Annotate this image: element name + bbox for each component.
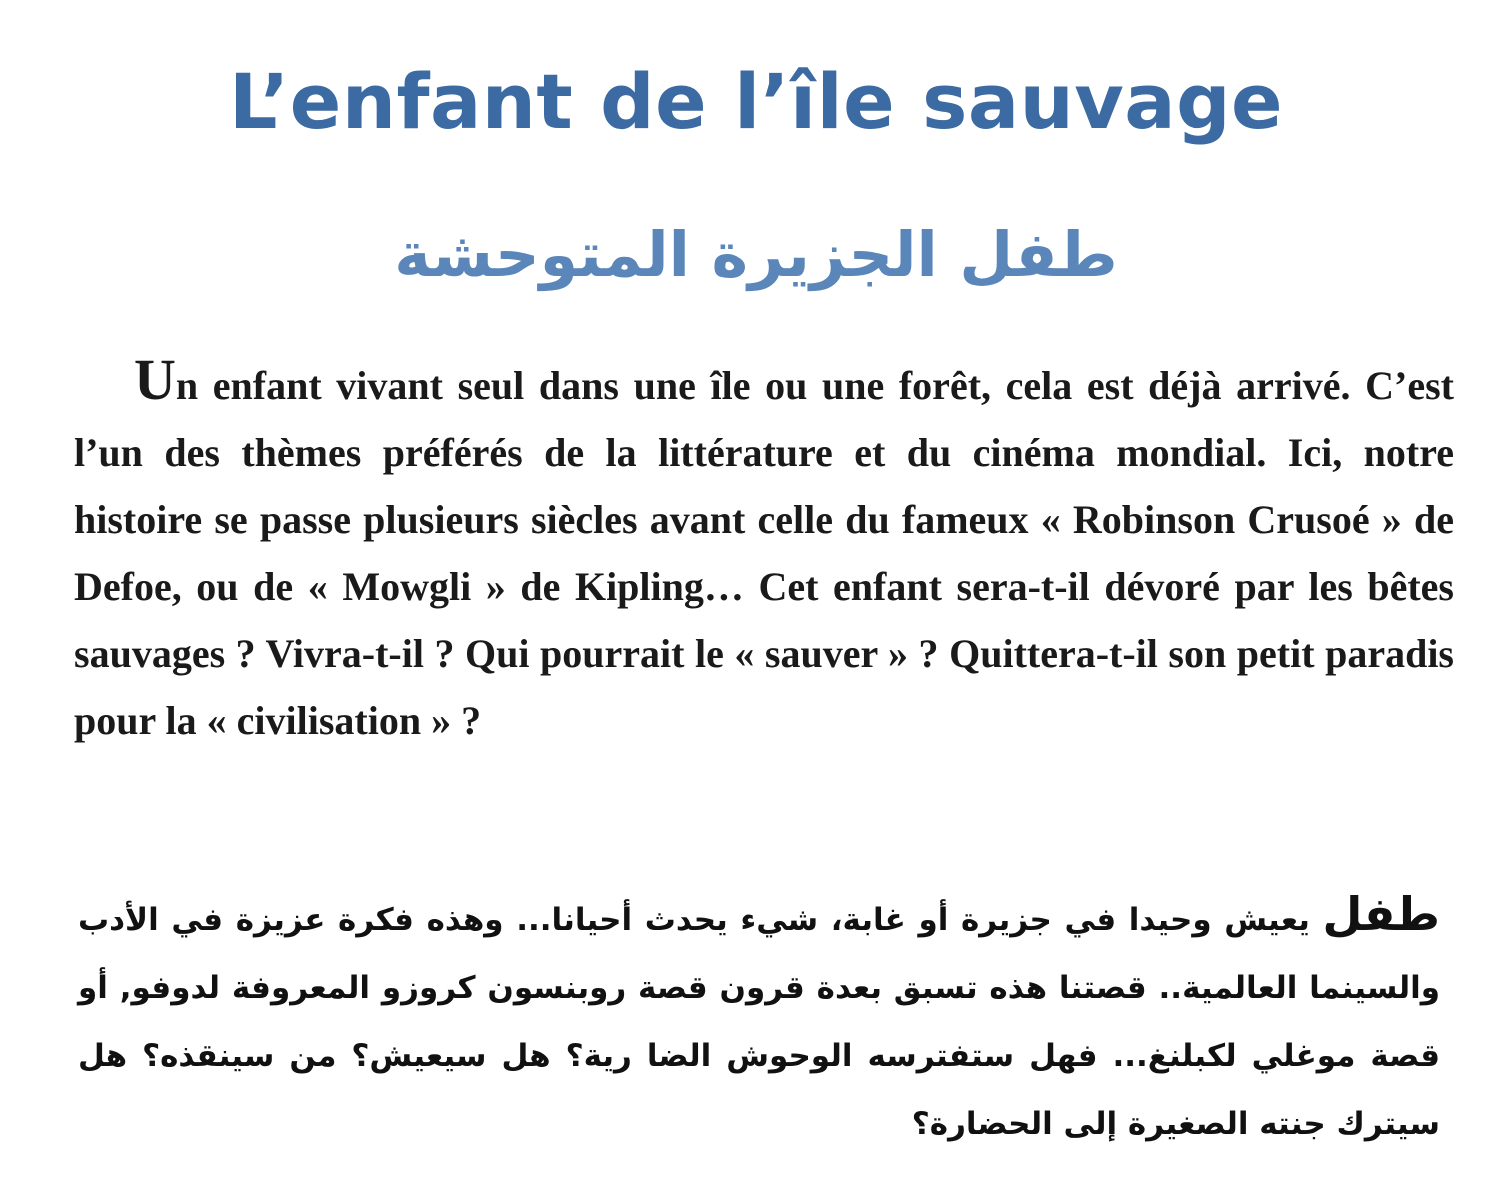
title-arabic: طفل الجزيرة المتوحشة	[394, 218, 1118, 291]
paragraph-french	[74, 347, 1454, 754]
paragraph-arabic	[78, 880, 1440, 1158]
dropcap-letter: U	[134, 347, 176, 412]
paragraph-arabic-lead-word: طفل	[1322, 887, 1440, 941]
title-french: L’enfant de l’île sauvage	[228, 57, 1284, 146]
paragraph-french-text: n enfant vivant seul dans une île ou une forêt, cela est déjà arrivé. C’est l’un des thèmes préférés de la littérature et du cinéma mondial. Ici, notre histoire se passe plusieurs siècles avant celle du fameux « Robinson Crusoé » de Defoe, ou de « Mowgli » de Kipling… Cet enfant sera-t-il dévoré par les bêtes sauvages ? Vivra-t-il ? Qui pourrait le « sauver » ? Quittera-t-il son petit paradis pour la « civilisation » ?	[74, 363, 1454, 743]
paragraph-arabic-text: يعيش وحيدا في جزيرة أو غابة، شيء يحدث أحيانا... وهذه فكرة عزيزة في الأدب والسينما العالمية.. قصتنا هذه تسبق بعدة قرون قصة روبنسون كروزو المعروفة لدوفو, أو قصة موغلي لكبلنغ... فهل ستفترسه الوحوش الضا رية؟ هل سيعيش؟ من سينقذه؟ هل سيترك جنته الصغيرة إلى الحضارة؟	[78, 902, 1440, 1142]
